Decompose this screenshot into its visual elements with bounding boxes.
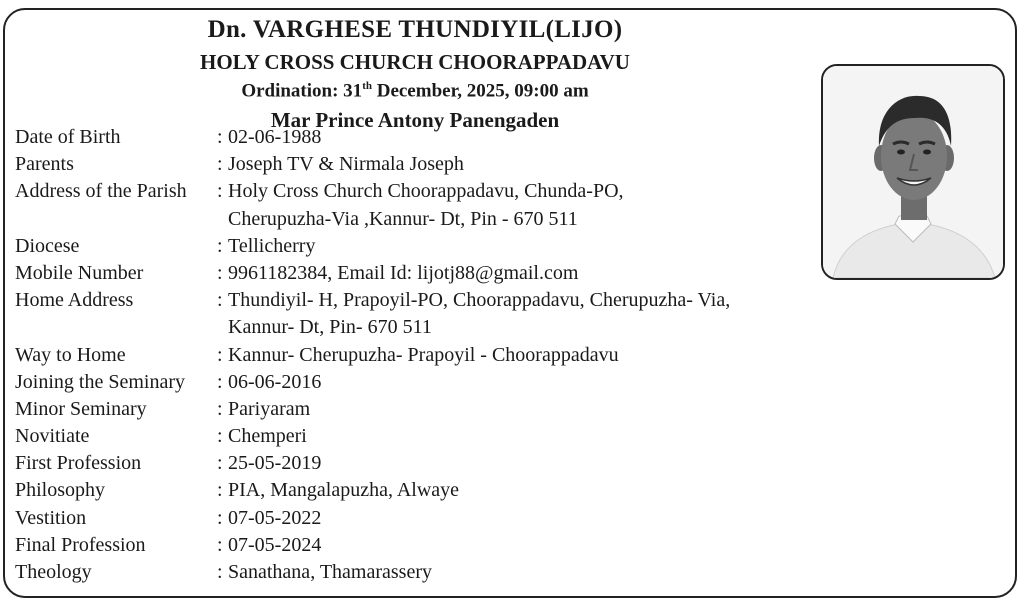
detail-label: Date of Birth — [15, 126, 121, 148]
detail-value — [228, 233, 315, 260]
detail-value-line: Cherupuzha-Via ,Kannur- Dt, Pin - 670 511 — [228, 207, 578, 230]
detail-label: Way to Home — [15, 343, 126, 366]
detail-value-line: 06-06-2016 — [228, 370, 322, 393]
detail-separator: : — [217, 479, 223, 502]
detail-value — [228, 559, 432, 586]
detail-label: Mobile Number — [15, 261, 144, 284]
detail-separator: : — [217, 289, 223, 312]
detail-separator: : — [217, 533, 223, 556]
detail-separator: : — [217, 234, 223, 257]
detail-separator: : — [217, 261, 223, 284]
detail-value — [228, 450, 321, 477]
detail-value — [228, 124, 321, 151]
detail-separator: : — [217, 153, 223, 176]
detail-value-line: Holy Cross Church Choorappadavu, Chunda-PO, — [228, 180, 624, 203]
detail-value-line: 9961182384, Email Id: lijotj88@gmail.com — [228, 261, 579, 284]
detail-label: Home Address — [15, 289, 134, 312]
detail-label: Novitiate — [15, 425, 90, 448]
detail-value-line: Kannur- Dt, Pin- 670 511 — [228, 316, 432, 339]
detail-value-line: PIA, Mangalapuzha, Alwaye — [228, 479, 460, 502]
portrait-photo — [821, 64, 1005, 280]
detail-label: Vestition — [15, 506, 87, 529]
ordination-line — [5, 80, 825, 102]
detail-value — [228, 369, 321, 396]
detail-label: Minor Seminary — [15, 397, 147, 420]
detail-label: Parents — [15, 153, 74, 176]
detail-value-line: 02-06-1988 — [228, 126, 322, 148]
detail-separator: : — [217, 126, 223, 148]
detail-label: Philosophy — [15, 479, 106, 502]
detail-value-line: Thundiyil- H, Prapoyil-PO, Choorappadavu, Cherupuzha- Via, — [228, 289, 731, 312]
detail-value — [228, 423, 307, 450]
deacon-name: Dn. VARGHESE THUNDIYIL(LIJO) — [207, 16, 623, 43]
detail-value — [228, 178, 624, 232]
detail-label: First Profession — [15, 452, 142, 475]
detail-separator: : — [217, 397, 223, 420]
ordination-superscript: th — [362, 80, 372, 92]
detail-value — [228, 532, 321, 559]
detail-value — [228, 342, 619, 369]
detail-label: Final Profession — [15, 533, 146, 556]
detail-separator: : — [217, 343, 223, 366]
ordination-suffix: December, 2025, 09:00 am — [371, 80, 589, 102]
church-name: HOLY CROSS CHURCH CHOORAPPADAVU — [200, 50, 630, 74]
detail-value-line: Chemperi — [228, 425, 307, 448]
detail-label: Joining the Seminary — [15, 370, 185, 393]
detail-value — [228, 151, 464, 178]
detail-separator: : — [217, 370, 223, 393]
detail-value — [228, 396, 310, 423]
detail-separator: : — [217, 425, 223, 448]
detail-value-line: Kannur- Cherupuzha- Prapoyil - Choorappadavu — [228, 343, 619, 366]
detail-separator: : — [217, 452, 223, 475]
detail-value — [228, 477, 459, 504]
ordination-prefix: Ordination: 31 — [241, 80, 363, 102]
detail-value — [228, 505, 321, 532]
detail-value-line: 07-05-2024 — [228, 533, 322, 556]
detail-value-line: Sanathana, Thamarassery — [228, 561, 432, 584]
detail-value-line: Tellicherry — [228, 234, 316, 257]
detail-separator: : — [217, 180, 223, 203]
detail-value-line: Joseph TV & Nirmala Joseph — [228, 153, 464, 176]
detail-value-line: 25-05-2019 — [228, 452, 322, 475]
detail-label: Theology — [15, 561, 92, 584]
bishop-name: Mar Prince Antony Panengaden — [270, 108, 560, 132]
detail-value-line: 07-05-2022 — [228, 506, 322, 529]
detail-separator: : — [217, 506, 223, 529]
detail-value — [228, 260, 578, 287]
detail-separator: : — [217, 561, 223, 584]
detail-label: Address of the Parish — [15, 180, 187, 203]
detail-value-line: Pariyaram — [228, 397, 311, 420]
detail-value — [228, 287, 730, 341]
portrait-illustration — [823, 66, 1003, 278]
detail-label: Diocese — [15, 234, 80, 257]
